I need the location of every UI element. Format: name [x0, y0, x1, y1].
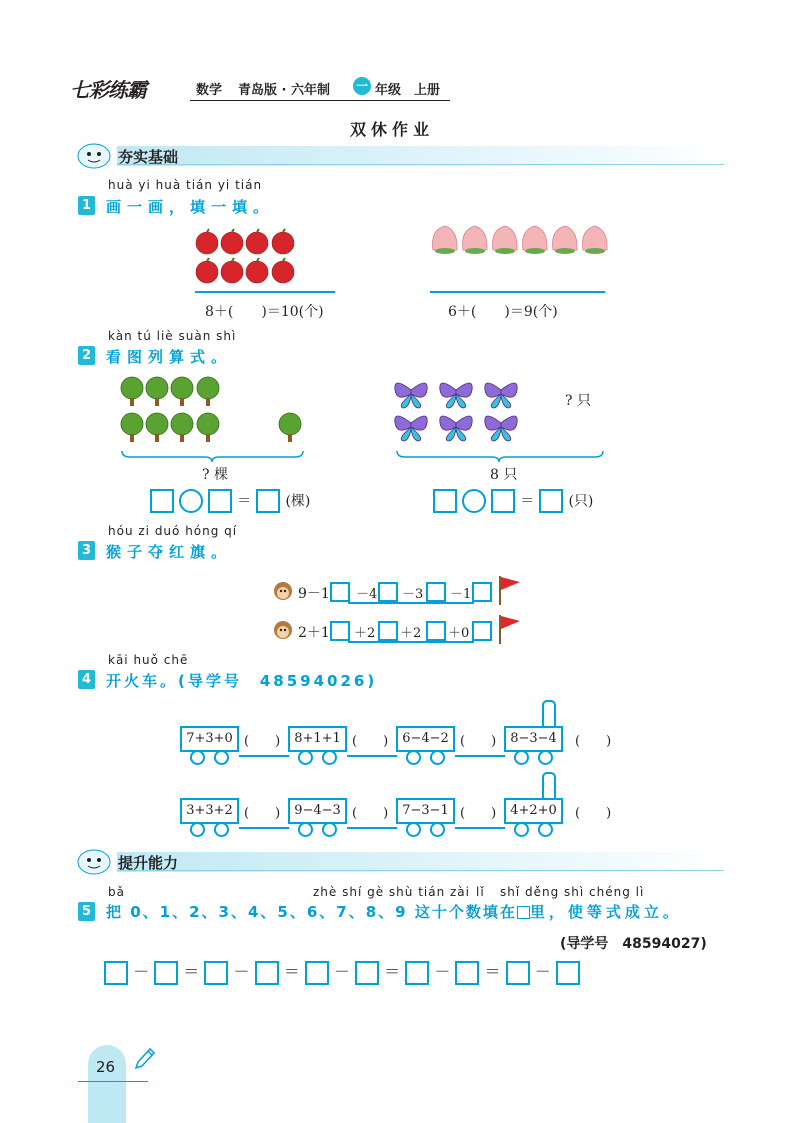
inline-box	[517, 906, 530, 919]
coupling	[347, 755, 397, 757]
minus-sign: －	[434, 962, 451, 981]
answer-paren[interactable]: ( )	[460, 806, 497, 821]
train-car: 7−3−1	[396, 798, 455, 824]
footer-rule	[78, 1081, 148, 1082]
apples-image	[195, 228, 300, 288]
q2-pinyin: kàn tú liè suàn shì	[108, 329, 237, 343]
trees-image	[120, 374, 305, 449]
step-op: －3	[402, 587, 424, 602]
q1-text: 画一画，填一填。	[106, 198, 275, 216]
wheel	[322, 822, 337, 837]
answer-box[interactable]	[208, 489, 232, 513]
q4-number: 4	[78, 670, 95, 689]
answer-box[interactable]	[204, 961, 228, 985]
train-car: 6−4−2	[396, 726, 455, 752]
answer-box[interactable]	[378, 621, 398, 641]
q5-pinyin-a: bǎ	[108, 885, 125, 899]
wheel	[406, 750, 421, 765]
answer-paren[interactable]: ( )	[460, 734, 497, 749]
q5-pinyin-c: lǐ	[476, 885, 485, 899]
unit-label: (只)	[568, 493, 594, 510]
page-title: 双休作业	[350, 120, 435, 139]
chimney	[542, 700, 556, 728]
step-op: ＋2	[400, 626, 422, 641]
cartoon-icon	[74, 846, 114, 876]
answer-box[interactable]	[556, 961, 580, 985]
answer-paren[interactable]: ( )	[244, 734, 281, 749]
coupling	[455, 755, 505, 757]
page-number: 26	[96, 1058, 116, 1076]
minus-sign: －	[534, 962, 551, 981]
step-op: －4	[356, 587, 378, 602]
answer-box[interactable]	[355, 961, 379, 985]
header	[70, 70, 450, 104]
page-tab	[88, 1045, 126, 1123]
q2-left-expression	[150, 489, 310, 513]
step-op: ＋2	[354, 626, 376, 641]
arrow-line	[348, 641, 474, 643]
answer-paren[interactable]: ( )	[352, 734, 389, 749]
q2-right-question: ? 只	[565, 393, 591, 409]
q5-pinyin-b: zhè shí gè shù tián zài	[313, 885, 470, 899]
subject: 数学	[196, 83, 223, 98]
q1-number: 1	[78, 196, 95, 215]
step-op: ＋0	[448, 626, 470, 641]
equals-sign: ＝	[384, 962, 401, 981]
grade-badge: 一	[353, 77, 371, 95]
step-op: －1	[450, 587, 472, 602]
q4-pinyin: kāi huǒ chē	[108, 653, 189, 667]
q1-left-baseline	[195, 291, 335, 293]
q2-left-label: ? 棵	[202, 467, 228, 483]
minus-sign: －	[133, 962, 150, 981]
left-brace	[120, 449, 305, 463]
answer-box[interactable]	[472, 582, 492, 602]
q5-text-a: 把 0、1、2、3、4、5、6、7、8、9 这十个数填在	[106, 903, 517, 921]
q2-right-expression	[433, 489, 593, 513]
header-rule	[190, 100, 450, 101]
q1-right-equation: 6＋( )＝9(个)	[448, 304, 558, 320]
answer-box[interactable]	[378, 582, 398, 602]
answer-box[interactable]	[255, 961, 279, 985]
q2-right-label: 8 只	[490, 467, 518, 483]
answer-box[interactable]	[305, 961, 329, 985]
q5-equation	[104, 959, 580, 985]
cartoon-icon	[74, 140, 114, 170]
q5-text	[106, 901, 682, 922]
answer-box[interactable]	[455, 961, 479, 985]
section-header-advanced	[72, 846, 724, 876]
answer-box[interactable]	[491, 489, 515, 513]
answer-box[interactable]	[506, 961, 530, 985]
operator-circle[interactable]	[462, 489, 486, 513]
wheel	[538, 750, 553, 765]
start-expression: 2＋1	[298, 625, 330, 641]
q3-number: 3	[78, 541, 95, 560]
answer-box[interactable]	[256, 489, 280, 513]
section-title-advanced: 提升能力	[118, 854, 179, 872]
red-flag-icon	[496, 574, 522, 606]
equals-sign: ＝	[283, 962, 300, 981]
q3-pinyin: hóu zi duó hóng qí	[108, 524, 238, 538]
answer-box[interactable]	[433, 489, 457, 513]
q1-right-baseline	[430, 291, 605, 293]
coupling	[455, 827, 505, 829]
unit-label: (棵)	[285, 493, 311, 510]
edition: 青岛版 · 六年制	[238, 83, 330, 98]
equals-sign: ＝	[520, 493, 535, 510]
coupling	[347, 827, 397, 829]
monkey-row-1	[272, 578, 532, 608]
equals-sign: ＝	[484, 962, 501, 981]
wheel	[430, 822, 445, 837]
answer-box[interactable]	[154, 961, 178, 985]
right-brace	[395, 449, 605, 463]
answer-paren[interactable]: ( )	[352, 806, 389, 821]
q5-pinyin-d: shǐ děng shì chéng lì	[500, 885, 645, 899]
q1-pinyin: huà yi huà tián yi tián	[108, 178, 263, 192]
wheel	[538, 822, 553, 837]
answer-box[interactable]	[472, 621, 492, 641]
section-underline	[117, 164, 724, 165]
arrow-line	[348, 602, 474, 604]
monkey-row-2	[272, 617, 532, 647]
train-locomotive: 4+2+0	[504, 798, 563, 824]
operator-circle[interactable]	[179, 489, 203, 513]
section-band	[117, 852, 724, 872]
section-band	[117, 146, 724, 166]
answer-box[interactable]	[426, 621, 446, 641]
equals-sign: ＝	[237, 493, 252, 510]
q2-number: 2	[78, 346, 95, 365]
answer-paren[interactable]: ( )	[244, 806, 281, 821]
q1-left-equation: 8＋( )＝10(个)	[205, 304, 324, 320]
logo: 七彩练霸	[70, 78, 146, 102]
answer-box[interactable]	[150, 489, 174, 513]
q3-text: 猴子夺红旗。	[106, 543, 233, 561]
equals-sign: ＝	[183, 962, 200, 981]
q2-text: 看图列算式。	[106, 348, 233, 366]
monkey-icon	[272, 619, 294, 641]
answer-box[interactable]	[405, 961, 429, 985]
train-car: 9−4−3	[288, 798, 347, 824]
peaches-image	[430, 222, 608, 254]
wheel	[298, 750, 313, 765]
q5-text-b: 里，使等式成立。	[529, 903, 682, 921]
q4-text: 开火车。(导学号 48594026)	[106, 672, 378, 690]
wheel	[190, 750, 205, 765]
answer-box[interactable]	[330, 621, 350, 641]
wheel	[430, 750, 445, 765]
wheel	[514, 822, 529, 837]
minus-sign: －	[233, 962, 250, 981]
wheel	[298, 822, 313, 837]
grade: 年级	[375, 83, 402, 98]
train-car: 7+3+0	[180, 726, 239, 752]
answer-box[interactable]	[104, 961, 128, 985]
red-flag-icon	[496, 613, 522, 645]
section-underline	[117, 870, 724, 871]
section-title-basic: 夯实基础	[118, 148, 179, 166]
wheel	[322, 750, 337, 765]
butterflies-image	[393, 376, 523, 442]
pencil-icon	[132, 1046, 156, 1072]
chimney	[542, 772, 556, 800]
answer-box[interactable]	[539, 489, 563, 513]
section-header-basic	[72, 140, 724, 170]
wheel	[514, 750, 529, 765]
train-locomotive: 8−3−4	[504, 726, 563, 752]
wheel	[190, 822, 205, 837]
answer-box[interactable]	[426, 582, 446, 602]
wheel	[406, 822, 421, 837]
answer-paren[interactable]: ( )	[575, 734, 612, 749]
answer-box[interactable]	[330, 582, 350, 602]
train-car: 3+3+2	[180, 798, 239, 824]
train-1	[180, 698, 630, 768]
q5-number: 5	[78, 902, 95, 921]
minus-sign: －	[333, 962, 350, 981]
coupling	[239, 827, 289, 829]
volume: 上册	[414, 83, 441, 98]
train-car: 8+1+1	[288, 726, 347, 752]
answer-paren[interactable]: ( )	[575, 806, 612, 821]
wheel	[214, 750, 229, 765]
start-expression: 9－1	[298, 586, 330, 602]
train-2	[180, 770, 630, 840]
coupling	[239, 755, 289, 757]
monkey-icon	[272, 580, 294, 602]
wheel	[214, 822, 229, 837]
q5-code: (导学号 48594027)	[560, 936, 707, 952]
